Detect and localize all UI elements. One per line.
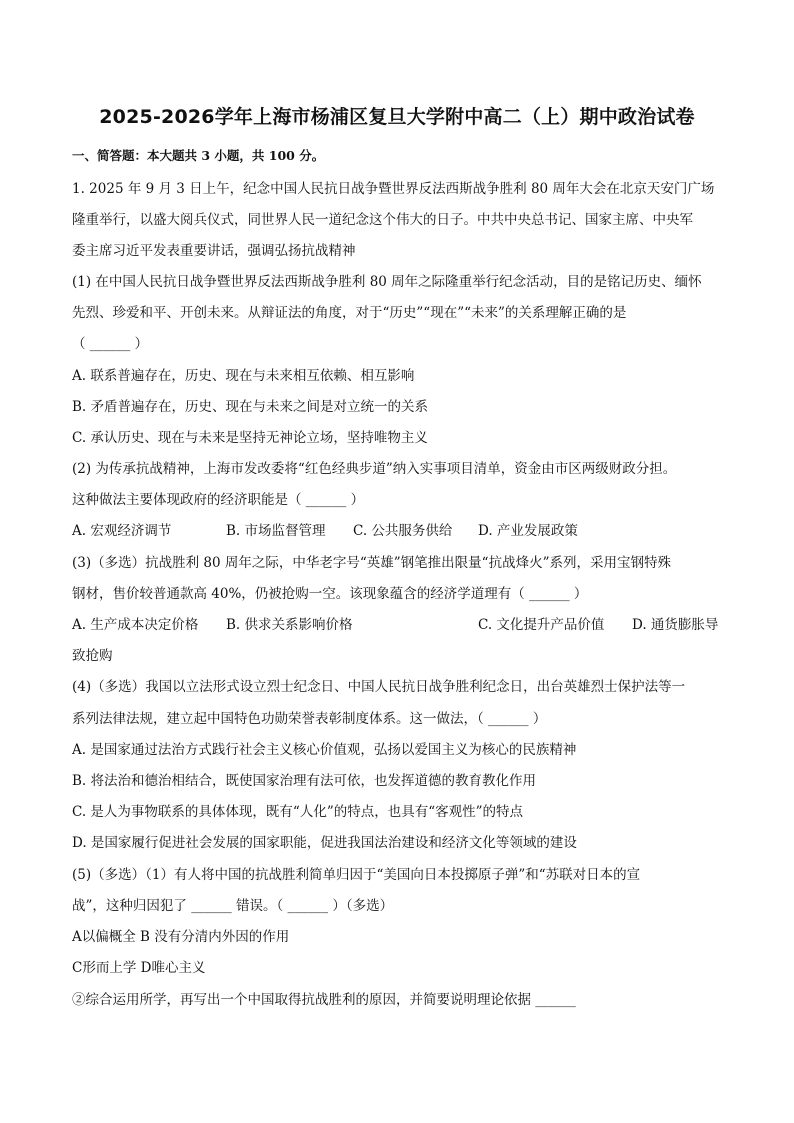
subquestion-2-option-c: C. 公共服务供给: [353, 523, 453, 539]
subquestion-4-option-b: B. 将法治和德治相结合，既使国家治理有法可依，也发挥道德的教育教化作用: [72, 773, 537, 789]
subquestion-1-text: 先烈、珍爱和平、开创未来。从辩证法的角度，对于“历史”“现在”“未来”的关系理解正确的是: [72, 305, 627, 321]
subquestion-2-text: (2) 为传承抗战精神，上海市发改委将“红色经典步道”纳入实事项目清单，资金由市区两级财政分担。: [72, 461, 677, 477]
subquestion-2-text: 这种做法主要体现政府的经济职能是（ ______ ）: [72, 492, 365, 508]
subquestion-3-text: (3)（多选）抗战胜利 80 周年之际，中华老字号“英雄”钢笔推出限量“抗战烽火”系列，采用宝钢特殊: [72, 555, 671, 571]
subquestion-4-option-c: C. 是人为事物联系的具体体现，既有“人化”的特点，也具有“客观性”的特点: [72, 804, 524, 820]
subquestion-3-option-d: D. 通货膨胀导: [632, 617, 719, 633]
subquestion-5-text: (5)（多选）（1）有人将中国的抗战胜利简单归因于“美国向日本投掷原子弹”和“苏联对日本的宣: [72, 867, 641, 883]
exam-title: 2025-2026学年上海市杨浦区复旦大学附中高二（上）期中政治试卷: [99, 106, 695, 128]
question-stem-line: 委主席习近平发表重要讲话，强调弘扬抗战精神: [72, 243, 356, 259]
subquestion-1-text: (1) 在中国人民抗日战争暨世界反法西斯战争胜利 80 周年之际隆重举行纪念活动，目的是铭记历史、缅怀: [72, 274, 702, 290]
subquestion-3-text: 钢材，售价较普通款高 40%，仍被抢购一空。该现象蕴含的经济学道理有（ ______ ）: [72, 586, 588, 602]
subquestion-3-option-c: C. 文化提升产品价值: [478, 617, 605, 633]
subquestion-5-text: 战”，这种归因犯了 ______ 错误。（ ______ ）（多选）: [72, 898, 394, 914]
subquestion-5-options-cd: C形而上学 D唯心主义: [72, 960, 206, 976]
subquestion-4-text: 系列法律法规，建立起中国特色功勋荣誉表彰制度体系。这一做法，（ ______ ）: [72, 711, 547, 727]
question-stem-line: 1. 2025 年 9 月 3 日上午，纪念中国人民抗日战争暨世界反法西斯战争胜利 80 周年大会在北京天安门广场: [72, 181, 715, 197]
subquestion-1-blank: （ ______ ）: [72, 336, 149, 352]
subquestion-2-option-d: D. 产业发展政策: [478, 523, 578, 539]
subquestion-2-option-b: B. 市场监督管理: [226, 523, 326, 539]
question-stem-line: 隆重举行，以盛大阅兵仪式，同世界人民一道纪念这个伟大的日子。中共中央总书记、国家主席、中央军: [72, 212, 693, 228]
subquestion-4-option-a: A. 是国家通过法治方式践行社会主义核心价值观，弘扬以爱国主义为核心的民族精神: [72, 742, 577, 758]
subquestion-2-option-a: A. 宏观经济调节: [72, 523, 172, 539]
subquestion-3-option-b: B. 供求关系影响价格: [226, 617, 353, 633]
subquestion-3-option-a: A. 生产成本决定价格: [72, 617, 199, 633]
subquestion-4-option-d: D. 是国家履行促进社会发展的国家职能，促进我国法治建设和经济文化等领域的建设: [72, 835, 577, 851]
subquestion-5-options-ab: A以偏概全 B 没有分清内外因的作用: [72, 929, 290, 945]
subquestion-3-option-d-continued: 致抢购: [72, 648, 113, 664]
subquestion-4-text: (4)（多选）我国以立法形式设立烈士纪念日、中国人民抗日战争胜利纪念日，出台英雄烈士保护法等一: [72, 679, 686, 695]
subquestion-5-part-2: ②综合运用所学，再写出一个中国取得抗战胜利的原因，并简要说明理论依据 ______: [72, 992, 576, 1008]
subquestion-1-option-b: B. 矛盾普遍存在，历史、现在与未来之间是对立统一的关系: [72, 399, 429, 415]
subquestion-1-option-c: C. 承认历史、现在与未来是坚持无神论立场，坚持唯物主义: [72, 430, 428, 446]
section-header: 一、简答题：本大题共 3 小题，共 100 分。: [72, 148, 325, 163]
subquestion-1-option-a: A. 联系普遍存在，历史、现在与未来相互依赖、相互影响: [72, 368, 415, 384]
